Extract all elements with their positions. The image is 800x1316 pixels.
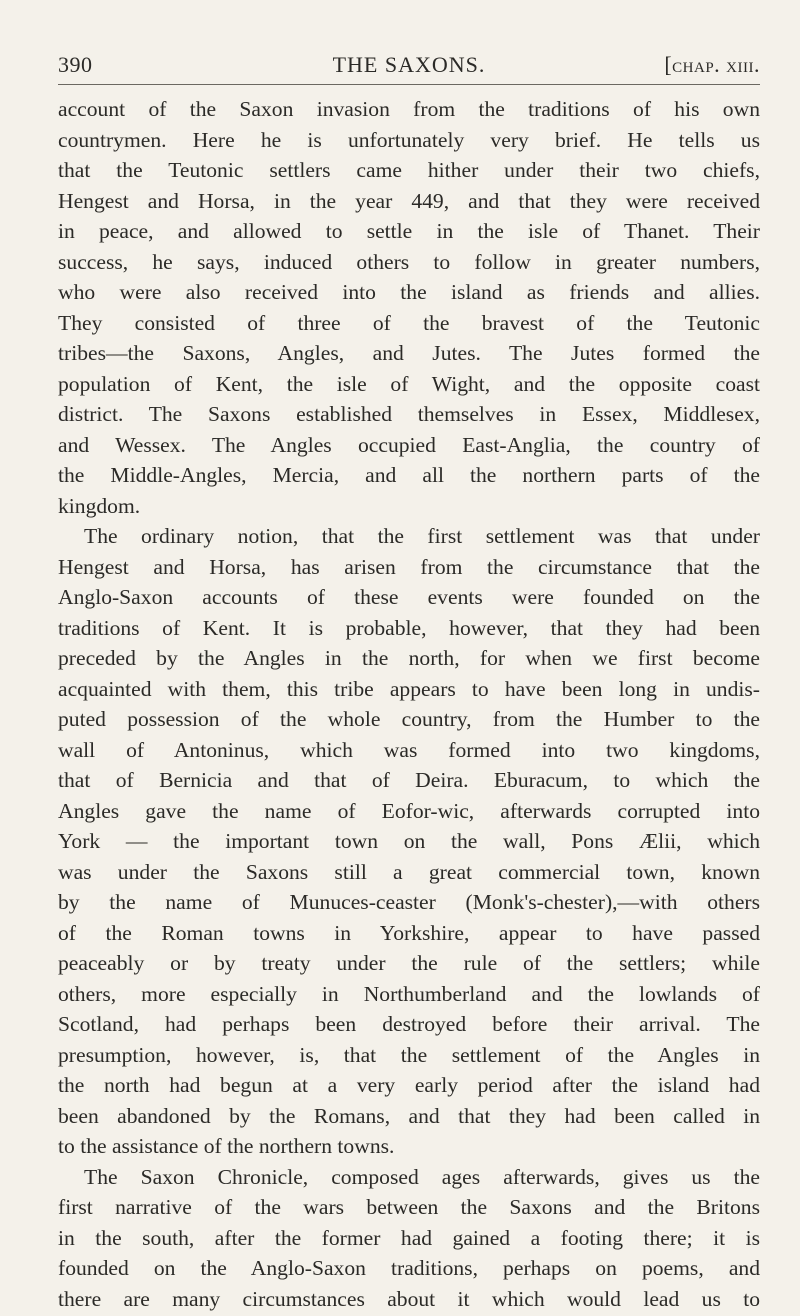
text-line: there are many circumstances about it which would lead us to bbox=[58, 1286, 760, 1311]
text-line: the Middle-Angles, Mercia, and all the northern parts of the bbox=[58, 463, 760, 487]
text-line: that of Bernicia and that of Deira. Eburacum, to which the bbox=[58, 768, 760, 792]
text-line: presumption, however, is, that the settlement of the Angles in bbox=[58, 1042, 760, 1067]
text-line: countrymen. Here he is unfortunately very brief. He tells us bbox=[58, 127, 760, 152]
text-line: of the Roman towns in Yorkshire, appear to have passed bbox=[58, 920, 760, 945]
text-line: in peace, and allowed to settle in the isle of Thanet. Their bbox=[58, 219, 760, 243]
text-line: puted possession of the whole country, from the Humber to the bbox=[58, 707, 760, 731]
text-line: district. The Saxons established themselves in Essex, Middlesex, bbox=[58, 402, 760, 426]
text-line: traditions of Kent. It is probable, however, that they had been bbox=[58, 615, 760, 640]
text-line: in the south, after the former had gained a footing there; it is bbox=[58, 1225, 760, 1250]
text-line: wall of Antoninus, which was formed into two kingdoms, bbox=[58, 737, 760, 762]
text-line: The Saxon Chronicle, composed ages afterwards, gives us the bbox=[84, 1164, 760, 1189]
running-head bbox=[58, 52, 760, 80]
text-line: been abandoned by the Romans, and that they had been called in bbox=[58, 1103, 760, 1128]
text-line: kingdom. bbox=[58, 493, 141, 518]
text-line: Scotland, had perhaps been destroyed before their arrival. The bbox=[58, 1012, 760, 1036]
text-line: tribes—the Saxons, Angles, and Jutes. The Jutes formed the bbox=[58, 341, 760, 365]
text-line: Anglo-Saxon accounts of these events were founded on the bbox=[58, 585, 760, 609]
text-line: Hengest and Horsa, in the year 449, and that they were received bbox=[58, 188, 760, 213]
text-line: York — the important town on the wall, Pons Ælii, which bbox=[58, 829, 760, 853]
text-line: founded on the Anglo-Saxon traditions, perhaps on poems, and bbox=[58, 1256, 760, 1280]
text-line: the north had begun at a very early period after the island had bbox=[58, 1073, 760, 1097]
text-line: account of the Saxon invasion from the traditions of his own bbox=[58, 97, 760, 121]
text-line: acquainted with them, this tribe appears to have been long in undis- bbox=[58, 676, 760, 701]
text-line: first narrative of the wars between the Saxons and the Britons bbox=[58, 1195, 760, 1219]
chapter-bracket: [ bbox=[664, 52, 673, 77]
chapter-reference bbox=[664, 52, 760, 78]
text-line: peaceably or by treaty under the rule of the settlers; while bbox=[58, 951, 760, 975]
body-text bbox=[58, 94, 760, 1314]
page-number: 390 bbox=[58, 52, 93, 77]
text-line: preceded by the Angles in the north, for when we first become bbox=[58, 646, 760, 670]
text-line: Angles gave the name of Eofor-wic, afterwards corrupted into bbox=[58, 798, 760, 823]
chapter-label: chap. xiii. bbox=[672, 52, 760, 77]
running-title: THE SAXONS. bbox=[332, 52, 486, 77]
text-line: others, more especially in Northumberland and the lowlands of bbox=[58, 981, 760, 1006]
text-line: They consisted of three of the bravest of the Teutonic bbox=[58, 310, 760, 335]
text-line: The ordinary notion, that the first settlement was that under bbox=[84, 524, 760, 548]
text-line: success, he says, induced others to follow in greater numbers, bbox=[58, 249, 760, 274]
text-line: by the name of Munuces-ceaster (Monk's-chester),—with others bbox=[58, 890, 760, 914]
text-line: was under the Saxons still a great commercial town, known bbox=[58, 859, 760, 884]
text-line: and Wessex. The Angles occupied East-Anglia, the country of bbox=[58, 432, 760, 457]
text-line: to the assistance of the northern towns. bbox=[58, 1134, 395, 1158]
text-line: who were also received into the island as friends and allies. bbox=[58, 280, 760, 304]
text-line: Hengest and Horsa, has arisen from the circumstance that the bbox=[58, 554, 760, 579]
header-rule bbox=[58, 84, 760, 85]
text-line: that the Teutonic settlers came hither under their two chiefs, bbox=[58, 158, 760, 182]
text-line: population of Kent, the isle of Wight, and the opposite coast bbox=[58, 371, 760, 396]
